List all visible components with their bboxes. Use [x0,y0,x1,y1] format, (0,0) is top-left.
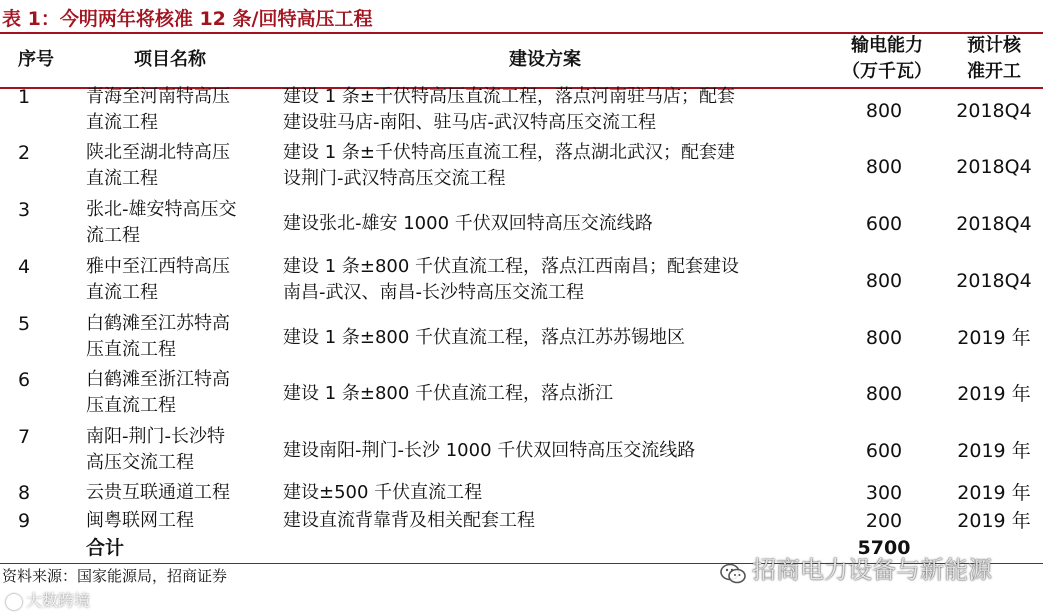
row-plan-line1: 建设南阳-荆门-长沙 1000 千伏双回特高压交流线路 [283,440,696,461]
header-date-line2: 准开工 [967,61,1021,82]
row-name [86,140,272,192]
row-date: 2019 年 [957,482,1031,504]
row-plan [283,84,843,136]
row-plan-line1: 建设 1 条±800 千伏直流工程，落点浙江 [283,383,614,404]
table-row [0,480,1043,508]
row-date: 2018Q4 [956,213,1032,235]
row-name-line1: 白鹤滩至江苏特高 [86,313,230,334]
row-plan-line1: 建设 1 条±800 千伏直流工程，落点江苏苏锡地区 [283,327,686,348]
total-label: 合计 [86,537,125,559]
row-name-line1: 闽粤联网工程 [86,510,194,531]
row-name-line2: 直流工程 [86,282,158,303]
row-capacity: 800 [865,327,903,349]
header-name: 项目名称 [134,49,206,70]
row-seq: 8 [18,482,31,504]
row-date: 2019 年 [957,440,1031,462]
row-capacity: 800 [865,100,903,122]
row-seq: 6 [18,369,31,391]
row-name [86,84,272,136]
row-name [86,254,272,306]
row-name-line2: 压直流工程 [86,339,176,360]
row-name [86,480,272,506]
row-plan-line1: 建设 1 条±千伏特高压直流工程，落点湖北武汉；配套建 [283,142,735,163]
row-plan-line2: 南昌-武汉、南昌-长沙特高压交流工程 [283,282,584,303]
row-name [86,508,272,534]
row-plan [283,211,843,237]
row-name [86,424,272,476]
row-capacity: 800 [865,383,903,405]
row-date: 2019 年 [957,510,1031,532]
row-name [86,197,272,249]
row-plan-line1: 建设±500 千伏直流工程 [283,482,483,503]
row-plan-line1: 建设直流背靠背及相关配套工程 [283,510,535,531]
watermark-site-text: 大数跨境 [26,591,91,610]
row-name-line2: 压直流工程 [86,395,176,416]
row-name-line1: 云贵互联通道工程 [86,482,230,503]
table-title: 表 1：今明两年将核准 12 条/回特高压工程 [2,8,373,30]
row-plan-line2: 设荆门-武汉特高压交流工程 [283,168,506,189]
row-plan-line1: 建设张北-雄安 1000 千伏双回特高压交流线路 [283,213,653,234]
row-date: 2018Q4 [956,156,1032,178]
row-seq: 1 [18,86,31,108]
row-name-line2: 流工程 [86,225,140,246]
header-date-line1: 预计核 [967,35,1021,56]
total-value: 5700 [857,537,911,559]
row-plan [283,480,843,506]
table-row [0,424,1043,480]
row-seq: 2 [18,142,31,164]
row-name [86,311,272,363]
table-row [0,311,1043,367]
row-capacity: 600 [865,440,903,462]
source-note: 资料来源：国家能源局，招商证券 [2,567,228,585]
row-plan [283,140,843,192]
header-seq: 序号 [18,49,54,70]
row-seq: 3 [18,199,31,221]
watermark-site [6,590,90,612]
table-row [0,254,1043,310]
header-capacity-line1: 输电能力 [851,35,923,56]
row-seq: 7 [18,426,31,448]
row-name-line1: 南阳-荆门-长沙特 [86,426,225,447]
row-plan-line1: 建设 1 条±千伏特高压直流工程，落点河南驻马店；配套 [283,86,735,107]
row-name-line1: 雅中至江西特高压 [86,256,230,277]
logo-icon [6,594,22,610]
row-capacity: 800 [865,270,903,292]
row-name-line2: 直流工程 [86,168,158,189]
row-name-line1: 陕北至湖北特高压 [86,142,230,163]
table-row [0,508,1043,536]
row-plan [283,438,843,464]
row-name-line1: 白鹤滩至浙江特高 [86,369,230,390]
row-name-line2: 直流工程 [86,112,158,133]
row-date: 2018Q4 [956,270,1032,292]
header-date [945,33,1043,85]
row-date: 2019 年 [957,383,1031,405]
row-plan [283,508,843,534]
table-row [0,140,1043,196]
row-capacity: 600 [865,213,903,235]
watermark-wechat-text: 招商电力设备与新能源 [752,556,992,584]
row-seq: 5 [18,313,31,335]
table-row [0,84,1043,140]
row-capacity: 300 [865,482,903,504]
row-name [86,367,272,419]
row-seq: 9 [18,510,31,532]
row-plan-line2: 建设驻马店-南阳、驻马店-武汉特高压交流工程 [283,112,656,133]
row-capacity: 800 [865,156,903,178]
table-row [0,197,1043,253]
row-date: 2019 年 [957,327,1031,349]
row-date: 2018Q4 [956,100,1032,122]
row-name-line1: 青海至河南特高压 [86,86,230,107]
watermark-wechat [720,553,1040,587]
row-name-line1: 张北-雄安特高压交 [86,199,237,220]
header-capacity [838,33,936,85]
row-plan [283,381,843,407]
wechat-icon [720,560,746,582]
row-seq: 4 [18,256,31,278]
row-name-line2: 高压交流工程 [86,452,194,473]
header-capacity-line2: （万千瓦） [842,61,932,82]
row-plan [283,254,843,306]
row-plan [283,325,843,351]
row-plan-line1: 建设 1 条±800 千伏直流工程，落点江西南昌；配套建设 [283,256,740,277]
table-row [0,367,1043,423]
row-capacity: 200 [865,510,903,532]
header-plan: 建设方案 [509,49,581,70]
